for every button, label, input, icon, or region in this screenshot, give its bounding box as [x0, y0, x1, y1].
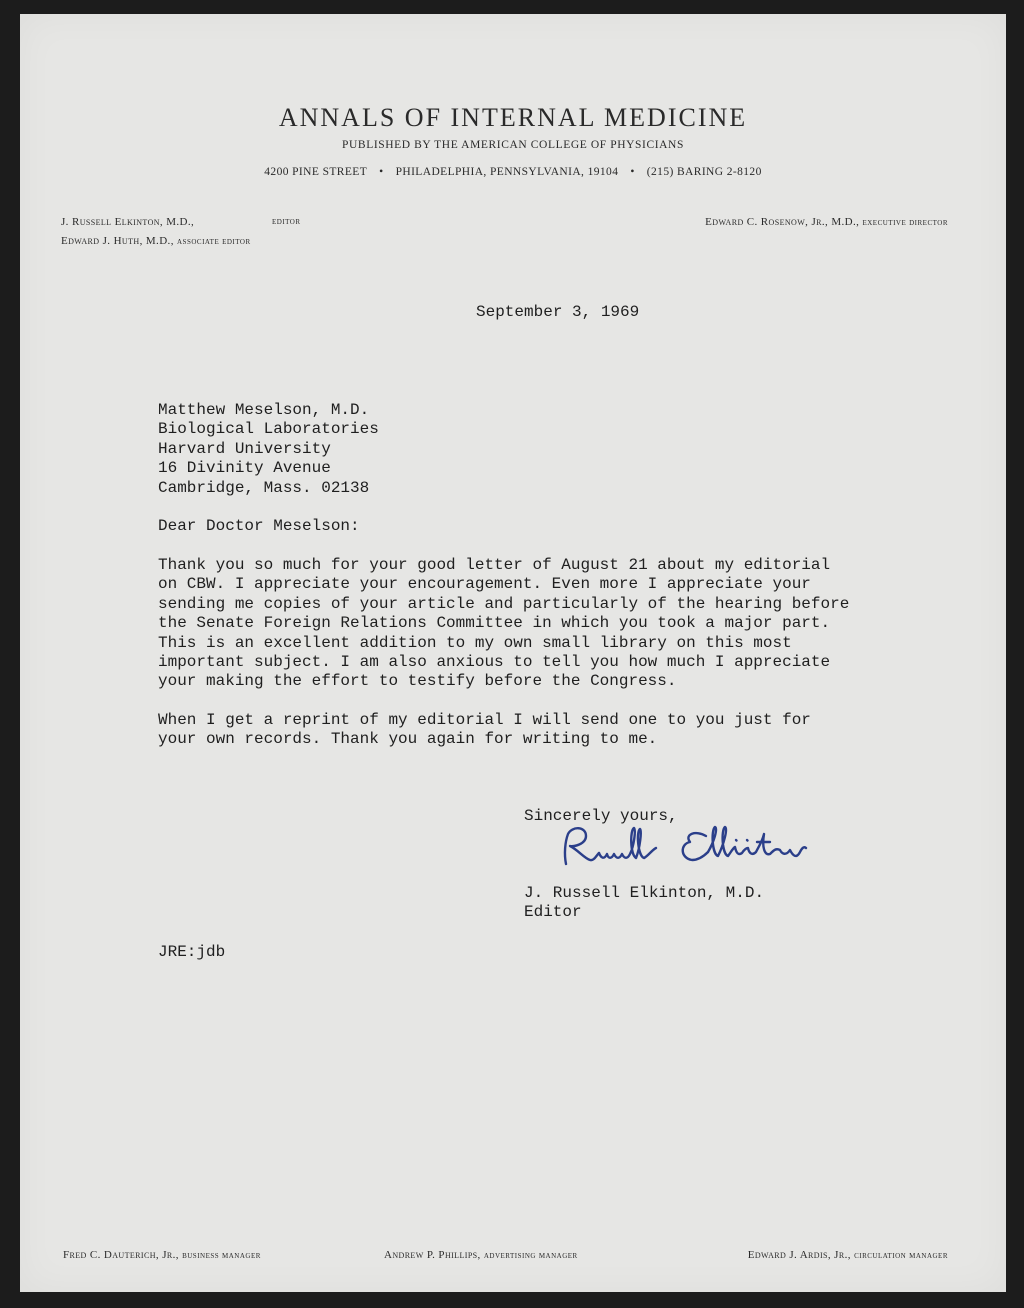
- recipient-line: Harvard University: [158, 439, 331, 458]
- street-address: 4200 PINE STREET: [264, 166, 368, 178]
- typist-initials: JRE:jdb: [158, 943, 226, 961]
- footer-business-manager: [63, 1249, 261, 1261]
- executive-director-name: Edward C. Rosenow, Jr., M.D.,: [705, 216, 860, 228]
- paragraph-line: on CBW. I appreciate your encouragement. Even more I appreciate your: [158, 575, 811, 594]
- business-manager-name: Fred C. Dauterich, Jr.,: [63, 1249, 179, 1261]
- paragraph-line: the Senate Foreign Relations Committee in which you took a major part.: [158, 614, 831, 633]
- handwritten-signature: [556, 820, 846, 872]
- advertising-manager-name: Andrew P. Phillips,: [384, 1249, 481, 1261]
- associate-editor-line: [61, 235, 251, 247]
- letter-page: [20, 14, 1006, 1292]
- signer-title: Editor: [524, 903, 582, 922]
- paragraph-line: When I get a reprint of my editorial I will send one to you just for: [158, 711, 811, 729]
- editor-line: [61, 216, 194, 228]
- signer-block: [524, 884, 764, 923]
- recipient-line: Matthew Meselson, M.D.: [158, 401, 370, 419]
- publisher-line: PUBLISHED BY THE AMERICAN COLLEGE OF PHYSICIANS: [342, 139, 684, 151]
- city-address: PHILADELPHIA, PENNSYLVANIA, 19104: [395, 166, 619, 178]
- salutation: Dear Doctor Meselson:: [158, 517, 360, 535]
- editor-role: editor: [272, 217, 301, 227]
- executive-director-line: [705, 216, 948, 228]
- recipient-line: Biological Laboratories: [158, 420, 379, 439]
- journal-title: ANNALS OF INTERNAL MEDICINE: [278, 103, 748, 132]
- associate-editor-name: Edward J. Huth, M.D.,: [61, 235, 174, 247]
- body-paragraph-2: [158, 711, 811, 750]
- phone-number: (215) BARING 2-8120: [646, 166, 762, 178]
- editor-name: J. Russell Elkinton, M.D.,: [61, 216, 195, 228]
- circulation-manager-name: Edward J. Ardis, Jr.,: [747, 1249, 851, 1261]
- footer-advertising-manager: [384, 1249, 578, 1261]
- advertising-manager-role: advertising manager: [483, 1251, 578, 1261]
- executive-director-role: executive director: [862, 218, 948, 228]
- signer-name: J. Russell Elkinton, M.D.: [524, 884, 765, 902]
- closing: Sincerely yours,: [524, 807, 678, 825]
- recipient-line: 16 Divinity Avenue: [158, 459, 331, 478]
- circulation-manager-role: circulation manager: [854, 1251, 948, 1261]
- paragraph-line: your making the effort to testify before the Congress.: [158, 672, 677, 691]
- address-line: 4200 PINE STREET • PHILADELPHIA, PENNSYLVANIA, 19104 • (215) BARING 2-8120: [264, 166, 762, 178]
- paragraph-line: This is an excellent addition to my own small library on this most: [158, 633, 792, 652]
- letter-date: September 3, 1969: [476, 303, 640, 321]
- paragraph-line: sending me copies of your article and particularly of the hearing before: [158, 594, 850, 613]
- recipient-address: [158, 401, 379, 498]
- associate-editor-role: associate editor: [177, 237, 251, 247]
- footer-circulation-manager: [748, 1249, 948, 1261]
- paragraph-line: Thank you so much for your good letter of August 21 about my editorial: [158, 556, 831, 574]
- recipient-line: Cambridge, Mass. 02138: [158, 478, 370, 497]
- body-paragraph-1: [158, 556, 849, 692]
- paragraph-line: your own records. Thank you again for writing to me.: [158, 730, 658, 749]
- paragraph-line: important subject. I am also anxious to tell you how much I appreciate: [158, 653, 831, 672]
- business-manager-role: business manager: [182, 1251, 261, 1261]
